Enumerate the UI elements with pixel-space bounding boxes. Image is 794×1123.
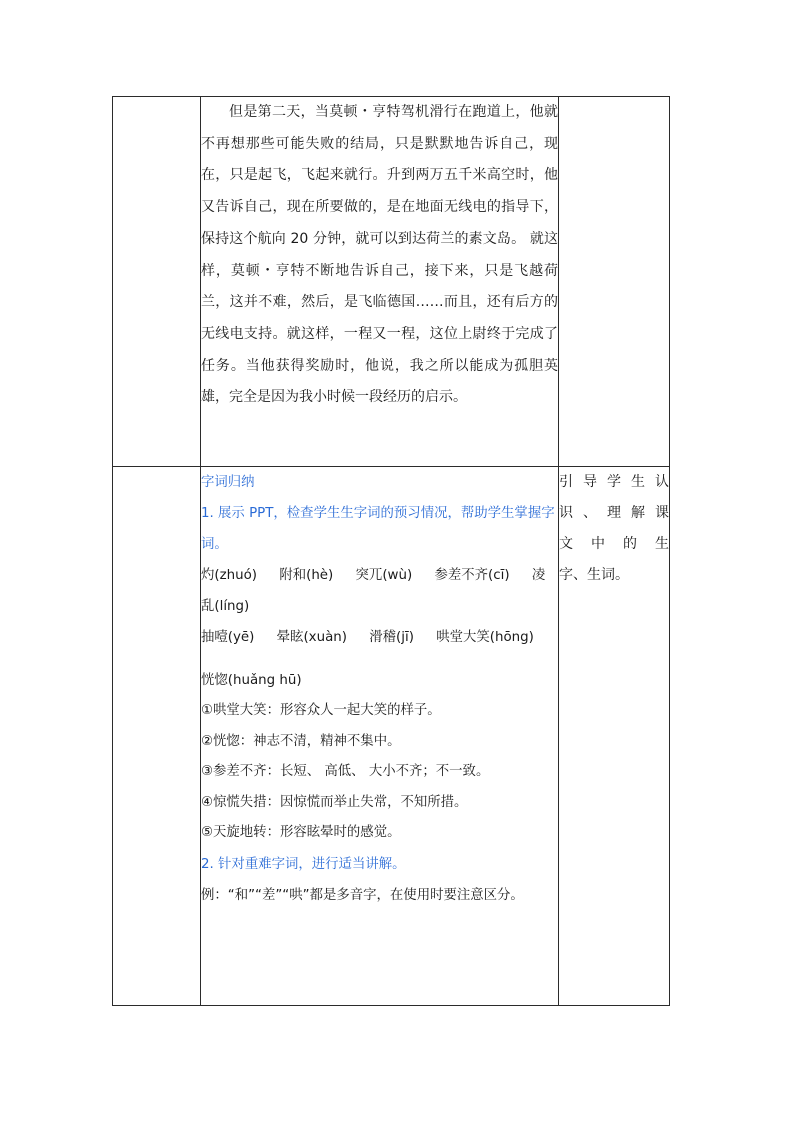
purpose-cell xyxy=(559,467,670,1006)
story-row xyxy=(113,97,670,467)
word-item: 晕眩(xuàn) xyxy=(276,630,348,645)
word-item: 参差不齐(cī) xyxy=(434,568,510,583)
word-item: 突兀(wù) xyxy=(355,568,413,583)
word-item: 凌乱(líng) xyxy=(201,568,546,614)
stage-cell-empty xyxy=(113,97,201,467)
definition-3: ③参差不齐：长短、 高低、 大小不齐；不一致。 xyxy=(201,764,490,779)
definition-4: ④惊慌失措：因惊慌而举止失常，不知所措。 xyxy=(201,794,468,810)
definition-1: ①哄堂大笑：形容众人一起大笑的样子。 xyxy=(201,703,441,718)
purpose-line-3: 文中的生 xyxy=(559,536,669,552)
word-item: 滑稽(jī) xyxy=(369,630,414,645)
step-1-text: 1. 展示 PPT，检查学生生字词的预习情况，帮助学生掌握字词。 xyxy=(201,506,555,552)
definition-5: ⑤天旋地转：形容眩晕时的感觉。 xyxy=(201,825,401,840)
definition-2: ②恍惚：神志不清，精神不集中。 xyxy=(201,733,401,749)
word-item: 附和(hè) xyxy=(279,568,334,583)
vocab-cell xyxy=(201,467,559,1006)
purpose-line-1: 引导学生认 xyxy=(559,474,669,490)
word-list-line-2 xyxy=(201,622,558,653)
word-list-line-3: 恍惚(huǎng hū) xyxy=(201,673,302,688)
word-item: 抽噎(yē) xyxy=(201,630,255,645)
story-paragraph: 但是第二天，当莫顿・亨特驾机滑行在跑道上，他就不再想那些可能失败的结局，只是默默地告诉自己，现在，只是起飞，飞起来就行。升到两万五千米高空时，他又告诉自己，现在所要做的，是在地面无线电的指导下，保持这个航向 20 分钟，就可以到达荷兰的素文岛。 就这样，莫顿・亨特不断地告诉自己，接下来，只是飞越荷兰，这并不难，然后，是飞临德国……而且，还有后方的无线电支持。就这样，一程又一程，这位上尉终于完成了任务。当他获得奖励时，他说，我之所以能成为孤胆英雄，完全是因为我小时候一段经历的启示。 xyxy=(201,104,558,406)
example-text: 例：“和”“差”“哄”都是多音字，在使用时要注意区分。 xyxy=(201,887,524,903)
purpose-line-2: 识、理解课 xyxy=(559,505,669,521)
purpose-line-4: 字、生词。 xyxy=(559,567,629,583)
stage-cell-empty-2 xyxy=(113,467,201,1006)
story-cell xyxy=(201,97,559,467)
purpose-cell-empty xyxy=(559,97,670,467)
step-2-text: 2. 针对重难字词，进行适当讲解。 xyxy=(201,856,406,872)
word-item: 哄堂大笑(hōng) xyxy=(436,630,534,645)
word-list-line-1 xyxy=(201,560,558,622)
lesson-plan-table xyxy=(112,96,670,1006)
vocab-heading: 字词归纳 xyxy=(201,475,255,490)
vocab-row xyxy=(113,467,670,1006)
spacer xyxy=(201,653,558,665)
word-item: 灼(zhuó) xyxy=(201,568,258,583)
